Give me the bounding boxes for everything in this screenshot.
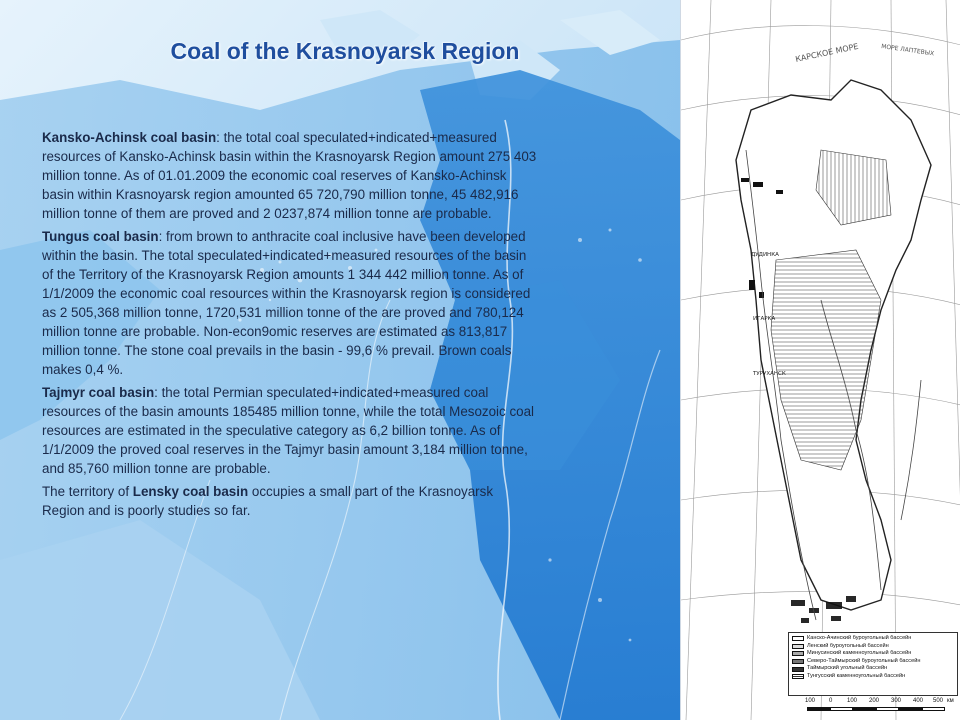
tungus-text: : from brown to anthracite coal inclusive have been developed within the basin. The total speculated+indicated+measured resources of the basin of the Territory of the Krasnoyarsk Region amounts 1 344 442 million tonne. As of 1/1/2009 the economic coal resources within the Krasnoyarsk region is considered as 2 505,368 million tonne, 1720,531 million tonne of the are proved and 780,124 million tonne are probable. Non-econ9omic reserves are estimated as 813,817 million tonne. The stone coal prevails in the basin - 99,6 % prevail. Brown coals makes 0,4 %.	[42, 229, 531, 377]
laptev-sea-label: МОРЕ ЛАПТЕВЫХ	[880, 43, 935, 58]
legend-swatch	[792, 636, 804, 641]
legend-item	[792, 643, 954, 651]
place-label-dudinka: ДУДИНКА	[751, 252, 779, 258]
legend-item	[792, 635, 954, 643]
legend-label: Северо-Таймырский буроугольный бассейн	[807, 657, 921, 664]
scale-label: 100	[805, 698, 816, 704]
legend-swatch	[792, 651, 804, 656]
scale-segment	[922, 707, 945, 711]
map-legend	[788, 632, 958, 696]
legend-label: Канско-Ачинский буроугольный бассейн	[807, 635, 912, 641]
lensky-text: occupies a small part of the Krasnoyarsk Region and is poorly studies so far.	[42, 484, 494, 518]
body-text	[42, 128, 538, 524]
scale-label: 400	[913, 698, 924, 704]
kara-sea-label: КАРСКОЕ МОРЕ	[794, 41, 860, 64]
scale-label: 100	[847, 698, 858, 704]
legend-swatch	[792, 644, 804, 649]
legend-swatch	[792, 674, 804, 679]
scale-label: 300	[891, 698, 902, 704]
scale-unit-label: км	[947, 698, 954, 704]
legend-swatch	[792, 659, 804, 664]
scale-label: 0	[829, 698, 833, 704]
scale-segment	[830, 707, 853, 711]
scale-segment	[807, 707, 830, 711]
scale-label: 200	[869, 698, 880, 704]
lensky-pre: The territory of	[42, 484, 133, 499]
scale-segment	[899, 707, 922, 711]
legend-item	[792, 658, 954, 666]
scale-segment	[876, 707, 899, 711]
legend-label: Минусинский каменноугольный бассейн	[807, 650, 912, 657]
coal-basins-map	[681, 0, 960, 720]
paragraph-tajmyr	[42, 383, 538, 478]
scale-label: 500	[933, 698, 944, 704]
place-label-igarka: ИГАРКА	[753, 316, 776, 322]
paragraph-tungus	[42, 227, 538, 379]
legend-item	[792, 673, 954, 681]
paragraph-kansko-achinsk	[42, 128, 538, 223]
scale-segment	[853, 707, 876, 711]
lensky-heading: Lensky coal basin	[132, 484, 249, 499]
legend-label: Таймырский угольный бассейн	[807, 665, 888, 672]
legend-label: Ленский буроугольный бассейн	[807, 642, 889, 649]
legend-item	[792, 665, 954, 673]
legend-label: Тунгусский каменноугольный бассейн	[807, 672, 906, 679]
legend-item	[792, 650, 954, 658]
tungus-heading: Tungus coal basin	[42, 229, 159, 244]
coal-basins-map-panel	[680, 0, 960, 720]
kansko-achinsk-heading: Kansko-Achinsk coal basin	[42, 130, 217, 145]
tajmyr-text: : the total Permian speculated+indicated+measured coal resources of the basin amounts 185485 million tonne, while the total Mesozoic coal resources are estimated in the speculative category as 6,2 billion tonne. As of 1/1/2009 the proved coal reserves in the Tajmyr basin amount 3,184 million tonne, and 85,760 million tonne are probable.	[42, 385, 535, 476]
paragraph-lensky	[42, 482, 538, 520]
kansko-achinsk-text: : the total coal speculated+indicated+measured resources of Kansko-Achinsk basin within the Krasnoyarsk Region amount 275 403 million tonne. As of 01.01.2009 the economic coal reserves of Kansko-Achinsk basin within Krasnoyarsk region amounted 65 720,790 million tonne, 45 482,916 million tonne of them are proved and 2 0237,874 million tonne are probable.	[42, 130, 537, 221]
place-label-turukhansk: ТУРУХАНСК	[753, 371, 786, 377]
tajmyr-heading: Tajmyr coal basin	[42, 385, 155, 400]
legend-swatch	[792, 667, 804, 672]
map-scale-bar	[805, 698, 955, 718]
slide-title: Coal of the Krasnoyarsk Region	[170, 38, 520, 64]
